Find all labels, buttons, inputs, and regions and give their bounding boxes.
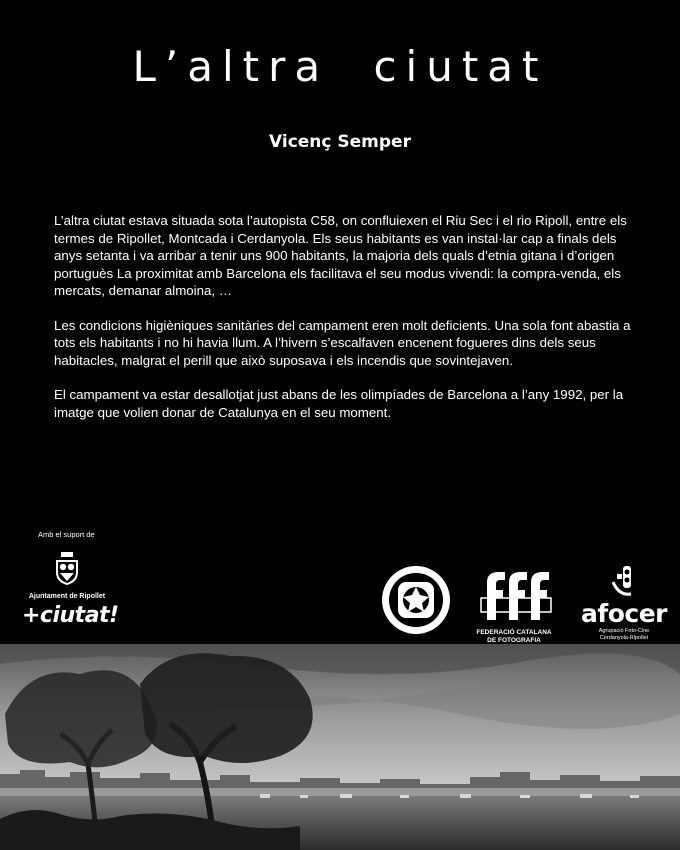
landscape-photo (0, 644, 680, 850)
fcf-logo (470, 568, 558, 644)
paragraph: El campament va estar desallotjat just abans de les olimpíades de Barcelona a l’any 1992, per la imatge que volien donar de Catalunya en el seu moment. (54, 387, 624, 420)
camera-club-logo (380, 564, 452, 641)
ripollet-logo (22, 552, 112, 600)
page-title: L’altra ciutat (132, 42, 548, 91)
afocer-subtitle-line1: Agrupació Foto-Cine (598, 628, 650, 634)
paragraph: Les condicions higièniques sanitàries del campament eren molt deficients. Una sola font abastia a tots els habitants i no hi havia llum. A l’hivern s’escalfaven encenent fogueres dins dels seus habitacles, malgrat el perill que això suposava i els incendis que sovintejaven. (54, 317, 631, 368)
author-name: Vicenç Semper (269, 132, 411, 152)
ciutat-logo: +ciutat! (22, 603, 119, 628)
afocer-subtitle-line2: Cerdanyola-Ripollet (599, 634, 649, 641)
camera-aperture-logo-icon (380, 564, 452, 636)
paragraph: L’altra ciutat estava situada sota l’autopista C58, on confluiexen el Riu Sec i el rio Ripoll, entre els termes de Ripollet, Montcada i Cerdanyola. Els seus habitants es van instal·lar cap a finals dels anys setanta i va arribar a tenir uns 900 habitants, la majoria dels quals d’etnia gitana i d’origen portuguès La proximitat amb Barcelona els facilitava el seu modus vivendi: la compra-venda, els mercats, demanar almoina, … (54, 213, 627, 298)
afocer-logo-icon (609, 564, 639, 598)
body-text (54, 212, 644, 438)
support-label: Amb el suport de (38, 530, 95, 539)
fcf-name-line2: DE FOTOGRAFIA (487, 636, 541, 644)
fcf-logo-icon (473, 568, 555, 624)
ripollet-name: Ajuntament de Ripollet (28, 593, 106, 600)
fcf-name-line1: FEDERACIÓ CATALANA (476, 629, 552, 636)
afocer-name: afocer (580, 599, 668, 628)
afocer-logo (576, 564, 672, 641)
ripollet-coat-of-arms-icon (52, 552, 82, 586)
